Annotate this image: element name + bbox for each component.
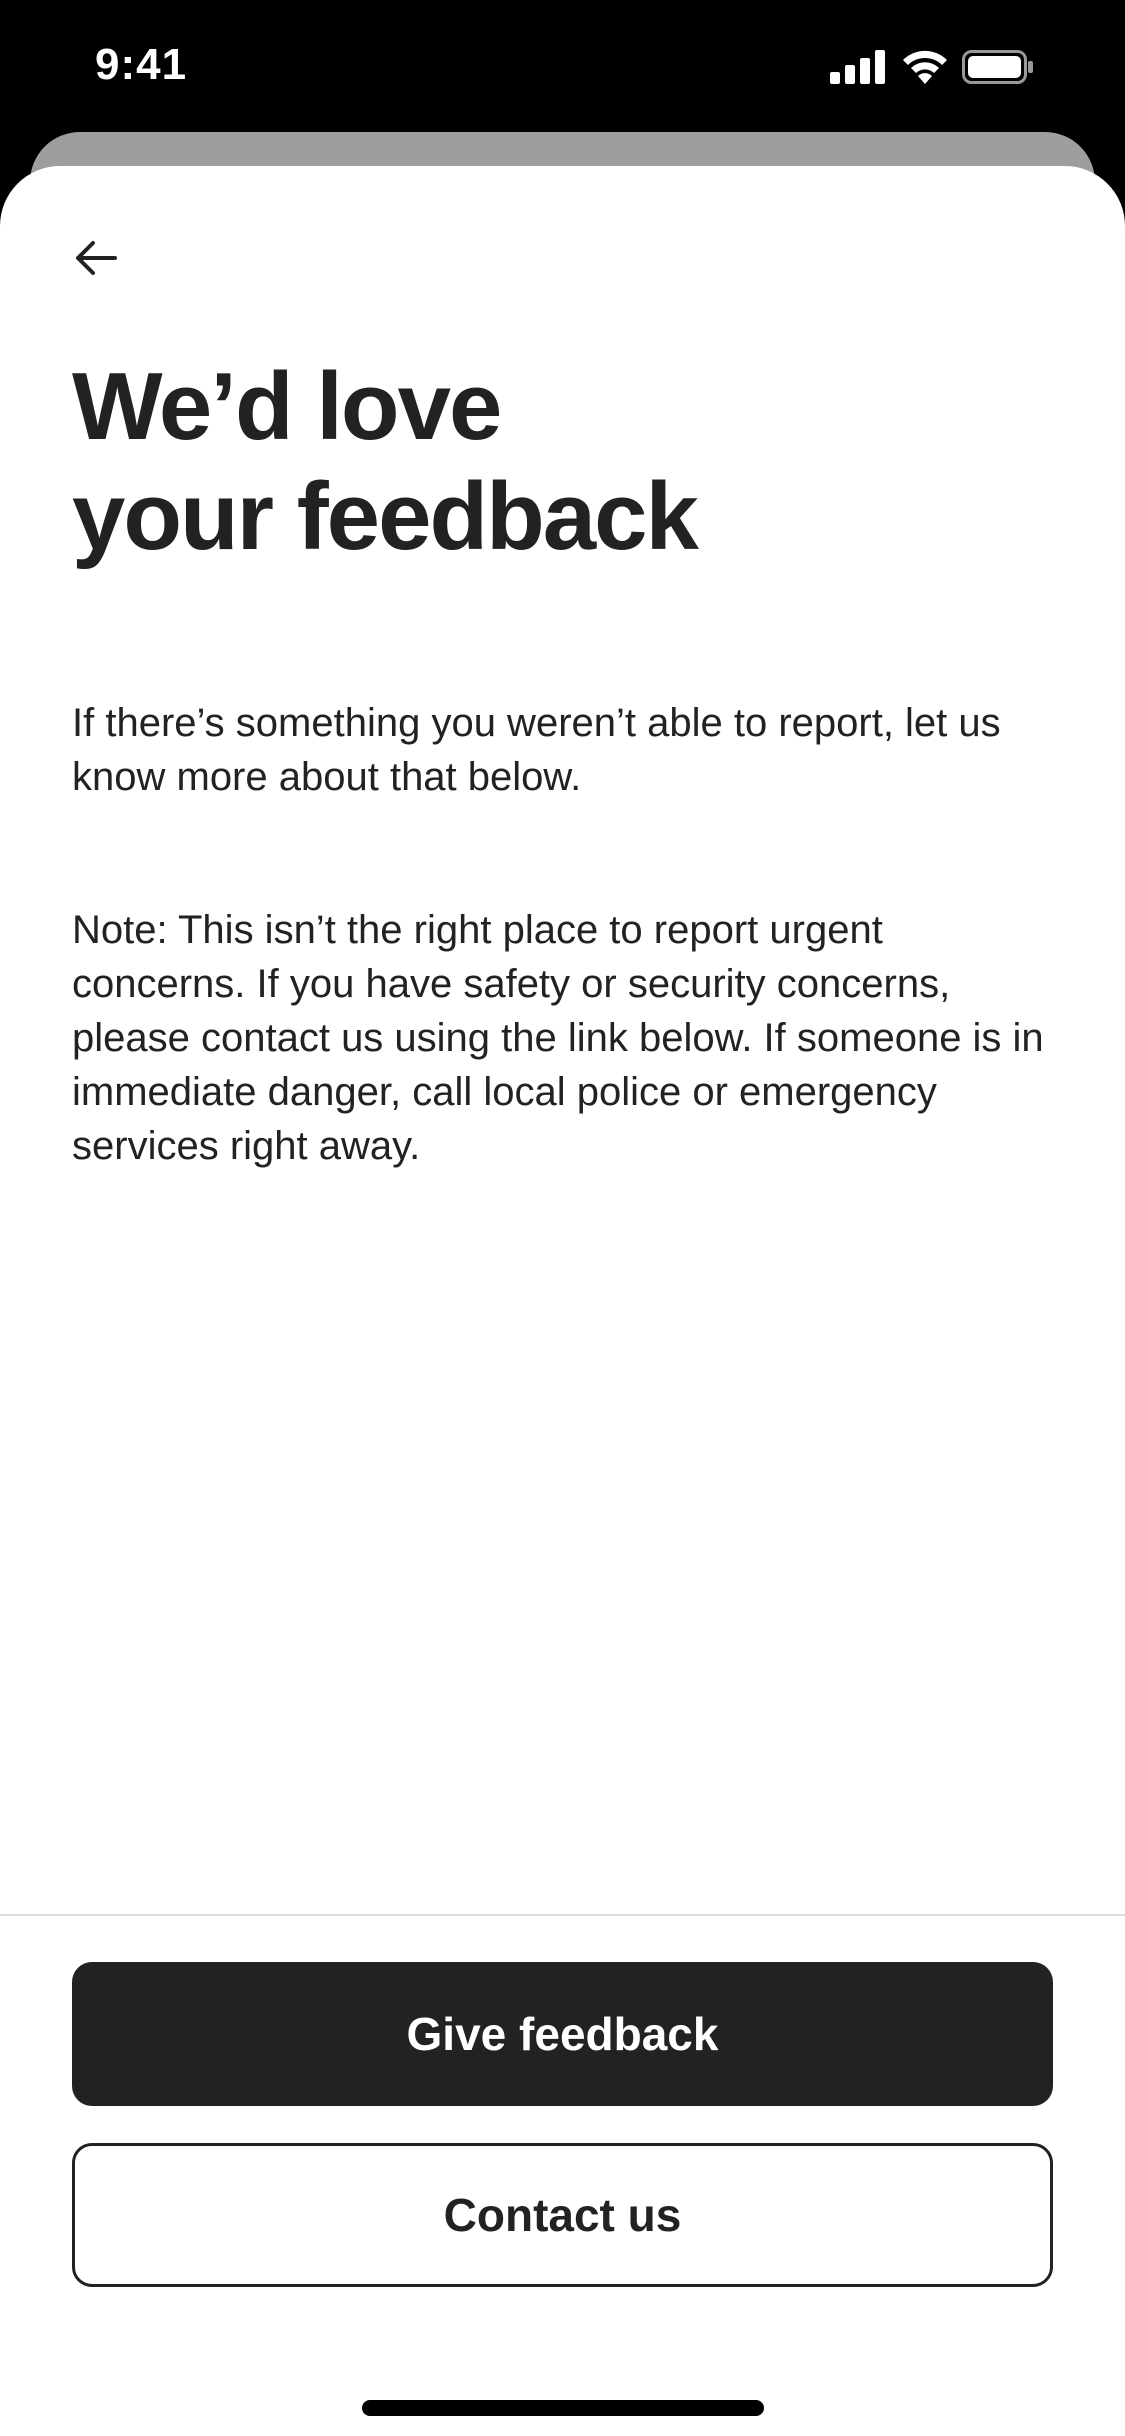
feedback-sheet bbox=[0, 166, 1125, 2436]
page-title-line-1: We’d love bbox=[72, 353, 501, 460]
home-indicator[interactable] bbox=[362, 2400, 764, 2416]
page-title-line-2: your feedback bbox=[72, 463, 697, 570]
arrow-left-icon bbox=[71, 233, 121, 283]
give-feedback-button[interactable]: Give feedback bbox=[72, 1962, 1053, 2106]
intro-text: If there’s something you weren’t able to report, let us know more about that below. bbox=[72, 701, 1001, 799]
note-text: Note: This isn’t the right place to report urgent concerns. If you have safety or security concerns, please contact us using the link below. If someone is in immediate danger, call local police or emergency services right away. bbox=[72, 908, 1044, 1168]
battery-icon bbox=[962, 50, 1034, 84]
page-title bbox=[72, 352, 1052, 572]
footer-divider bbox=[0, 1914, 1125, 1916]
back-button[interactable] bbox=[56, 218, 136, 298]
status-icons bbox=[830, 50, 1080, 90]
contact-us-button[interactable]: Contact us bbox=[72, 2143, 1053, 2287]
wifi-icon bbox=[902, 50, 948, 84]
signal-icon bbox=[830, 50, 886, 84]
status-time: 9:41 bbox=[95, 40, 188, 89]
status-bar bbox=[0, 0, 1125, 140]
